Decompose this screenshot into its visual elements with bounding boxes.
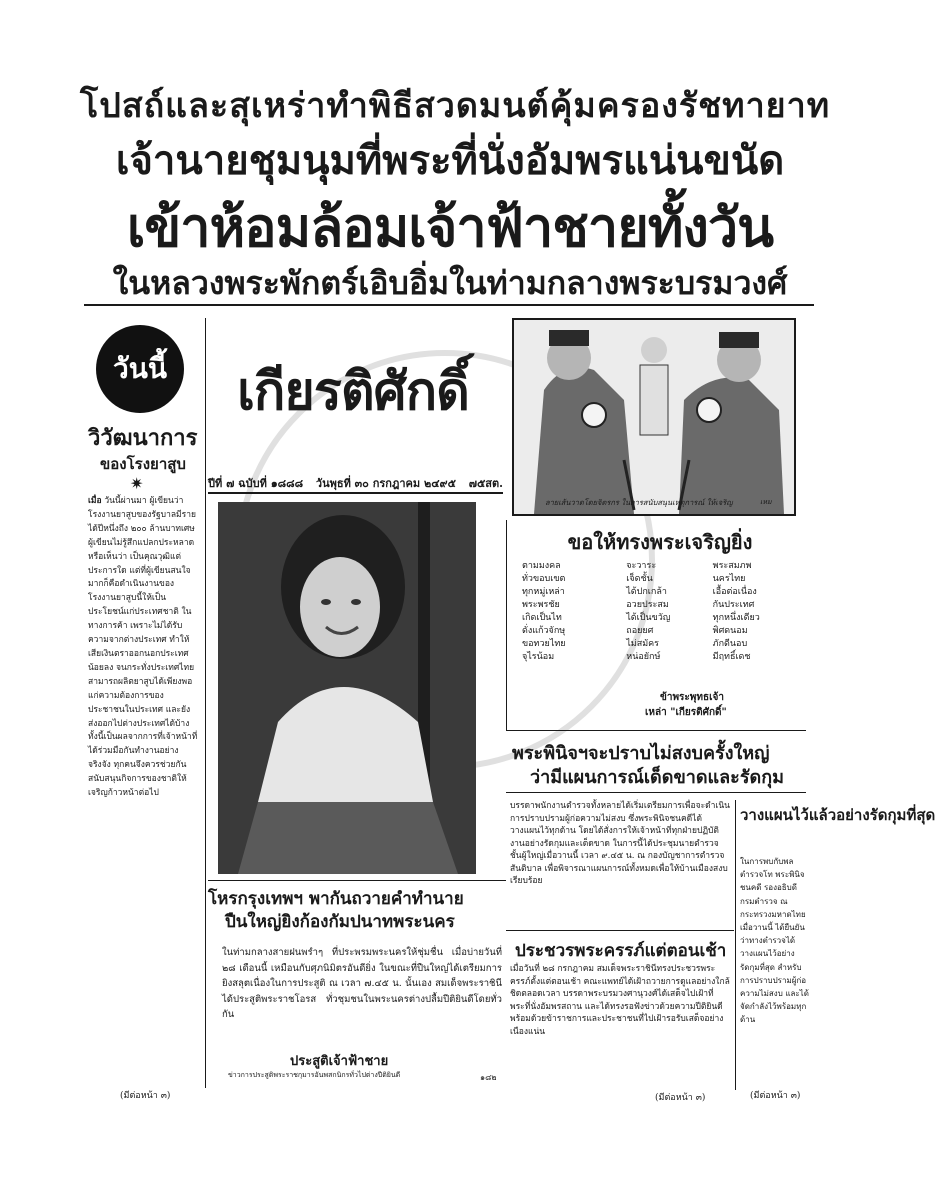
side-story-body: ในการพบกับพลตำรวจโท พระพินิจชนคดี รองอธิบดีกรมตำรวจ ณ กระทรวงมหาดไทยเมื่อวานนี้ ได้ยืนยันว่าทางตำรวจได้วางแผนไว้อย่างรัดกุมที่สุด สำหรับการปราบปรามผู้ก่อความไม่สงบ และได้จัดกำลังไว้พร้อมทุกด้าน [740,857,809,1025]
poem-line: ตามมงคล [522,561,561,571]
masthead-rule [208,492,503,494]
poem-line: พิศดนอม [712,626,748,636]
political-cartoon [512,318,796,516]
poem-signature-org: เหล่า "เกียรติศักดิ์" [645,707,727,718]
column-text: วันนี้ผ่านมา ผู้เขียนว่า โรงงานยาสูบของรัฐบาลมีรายได้ปีหนึ่งถึง ๒๐๐ ล้านบาทเศษ ผู้เขียนไม่รู้สึกแปลกประหลาดหรือเห็นว่า เป็นคุณวุฒิแต่ประการใด แต่ที่ผู้เขียนสนใจมากก็คือดำเนินงานของโรงงานยาสูบนี้ให้เป็นประโยชน์แก่ประเทศชาติ ในทางการค้า เพราะไม่ได้รับความจากต่างประเทศ ทำให้เสียเงินตราออกนอกประเทศน้อยลง จนกระทั่งประเทศไทยสามารถผลิตยาสูบได้เพียงพอแก่ความต้องการของประชาชนในประเทศ และยังส่งออกไปต่างประเทศได้บ้าง ทั้งนี้เป็นผลจากการที่เจ้าหน้าที่ได้ร่วมมือกันทำงานอย่างจริงจัง ทุกคนจึงควรช่วยกันสนับสนุนกิจการของชาติให้เจริญก้าวหน้าต่อไป [88,496,198,799]
poem-line: เจ็ดชั้น [626,574,653,584]
poem-grid [522,560,802,664]
cartoon-illustration [514,320,794,514]
right-headline-1: พระพินิจฯจะปราบไม่สงบครั้งใหญ่ [512,743,770,764]
poem-line: พระพรชัย [522,600,560,610]
poem-line: ทุกหนึ่งเดียว [712,613,760,623]
poem-line: จุไรน้อม [522,652,555,662]
poem-line: ได้เป็นขวัญ [626,613,671,623]
poem-bottom-rule [506,730,806,731]
cartoon-signature: เหม [760,498,772,506]
poem-signature: ข้าพระพุทธเจ้า [660,692,724,703]
cartoon-caption: ลายเส้นวาดโดยจิตรกร ในการสนับสนุนเหตุการณ์ ให้เจริญ [545,498,733,507]
left-column-rule [205,318,206,1088]
center-headline-3: ประสูติเจ้าฟ้าชาย [290,1054,389,1069]
section-rule [506,930,734,931]
poem-left-rule [506,520,507,730]
issue-number: ปีที่ ๗ ฉบับที่ ๑๘๘๘ [208,477,304,490]
poem-line: กันประเทศ [712,600,755,610]
center-headline-1: โหรกรุงเทพฯ พากันถวายคำทำนาย [208,889,464,909]
column-body [88,495,198,1085]
issue-date: วันพุธที่ ๓๐ กรกฎาคม ๒๔๙๕ [315,477,456,490]
right-story-continued: (มีต่อหน้า ๓) [655,1093,706,1103]
poem-line: ดั่งแก้วจักษุ [522,626,566,636]
masthead-title: เกียรติศักดิ์ [237,360,469,422]
poem-line: ไม่สมัคร [626,639,660,649]
poem-line: ภักดีนอบ [712,639,748,649]
column-heading: วิวัฒนาการ [88,425,198,451]
issue-price: ๗๕สต. [468,477,503,490]
page-number: ๑๘๒ [480,1073,497,1082]
poem-line: ทุกหมู่เหล่า [522,587,565,597]
headline-1: โปสถ์และสุเหร่าทำพิธีสวดมนต์คุ้มครองรัชทายาท [80,86,831,126]
side-story-continued: (มีต่อหน้า ๓) [750,1091,801,1101]
issue-line [208,474,503,492]
top-rule [84,304,814,306]
center-story-body: ในท่ามกลางสายฝนพรำๆ ที่ประพรมพระนครให้ชุ่มชื่น เมื่อบ่ายวันที่ ๒๘ เดือนนี้ เหมือนกับศุภนิมิตรอันดียิ่ง ในขณะที่ปืนใหญ่ได้เตรียมการยิงสลุตเนื่องในการประสูติ ณ เวลา ๗.๔๕ น. นั้นเอง สมเด็จพระราชินีได้ประสูติพระราชโอรส ทั่วชุมชนในพระนครต่างปลื้มปีติยินดีโดยทั่วกัน [222,947,502,1020]
right-headline-2: ว่ามีแผนการณ์เด็ดขาดและรัดกุม [530,767,784,788]
column-subheading: ของโรงยาสูบ [100,455,186,473]
poem-col-1 [522,560,620,664]
poem-line: ถอยยศ [626,626,654,636]
poem-line: เกิดเป็นไท [522,613,562,623]
column-continued: (มีต่อหน้า ๓) [120,1091,171,1101]
right-headline-3: ประชวรพระครรภ์แต่ตอนเช้า [515,941,727,961]
poem-col-2 [626,560,706,664]
portrait-photo [218,502,476,874]
poem-line: มีฤทธิ์เดช [712,652,751,662]
photo-bottom-rule [208,880,506,881]
poem-col-3 [713,560,802,664]
poem-line: ขอทวยไทย [522,639,566,649]
star-icon: ✷ [130,474,144,493]
poem-line: ได้ปกเกล้า [626,587,667,597]
column-lead: เมื่อ [88,496,102,506]
today-badge: วันนี้ [96,325,184,413]
poem-title: ขอให้ทรงพระเจริญยิ่ง [567,530,753,554]
right-column-rule [735,800,736,1090]
center-headline-2: ปืนใหญ่ยิงก้องกัมปนาทพระนคร [225,912,455,932]
poem-line: หน่อยักษ์ [626,652,661,662]
portrait-illustration [218,502,476,874]
side-headline: วางแผนไว้แล้วอย่างรัดกุมที่สุด [740,806,935,824]
headline-4: ในหลวงพระพักตร์เอิบอิ่มในท่ามกลางพระบรมวงศ์ [112,264,788,302]
headline-2: เจ้านายชุมนุมที่พระที่นั่งอัมพรแน่นขนัด [115,137,785,184]
poem-line: ทั่วขอบเขต [522,574,566,584]
poem-line: จะวาระ [626,561,657,571]
right-story-body: บรรดาพนักงานตำรวจทั้งหลายได้เริ่มเตรียมการเพื่อจะดำเนินการปราบปรามผู้ก่อความไม่สงบ ซึ่งพระพินิจชนคดีได้วางแผนไว้ทุกด้าน โดยได้สั่งการให้เจ้าหน้าที่ทุกฝ่ายปฏิบัติงานอย่างรัดกุมและเด็ดขาด ในการนี้ได้ประชุมนายตำรวจชั้นผู้ใหญ่เมื่อวานนี้ เวลา ๙.๔๕ น. ณ กองบัญชาการตำรวจสันติบาล เพื่อพิจารณาแผนการณ์ทั้งหมดเพื่อให้บ้านเมืองสงบเรียบร้อย [510,801,730,886]
poem-line: อวยประสม [626,600,669,610]
right-story-body-2: เมื่อวันที่ ๒๘ กรกฎาคม สมเด็จพระราชินีทรงประชวรพระครรภ์ตั้งแต่ตอนเช้า คณะแพทย์ได้เฝ้าถวายการดูแลอย่างใกล้ชิดตลอดเวลา บรรดาพระบรมวงศานุวงศ์ได้เสด็จไปเฝ้าที่พระที่นั่งอัมพรสถาน และได้ทรงรอฟังข่าวด้วยความปีติยินดีพร้อมด้วยข้าราชการและประชาชนที่ไปเฝ้ารอรับเสด็จอย่างเนืองแน่น [510,964,730,1037]
poem-line: พระสมภพ [712,561,752,571]
story-rule [506,792,806,793]
headline-3: เข้าห้อมล้อมเจ้าฟ้าชายทั้งวัน [126,195,774,259]
center-footnote: ข่าวการประสูติพระราชกุมารอันพสกนิกรทั่วไปต่างปีติยินดี [228,1071,401,1079]
poem-line: เอื้อต่อเนื่อง [712,587,757,597]
poem-line: นครไทย [712,574,746,584]
